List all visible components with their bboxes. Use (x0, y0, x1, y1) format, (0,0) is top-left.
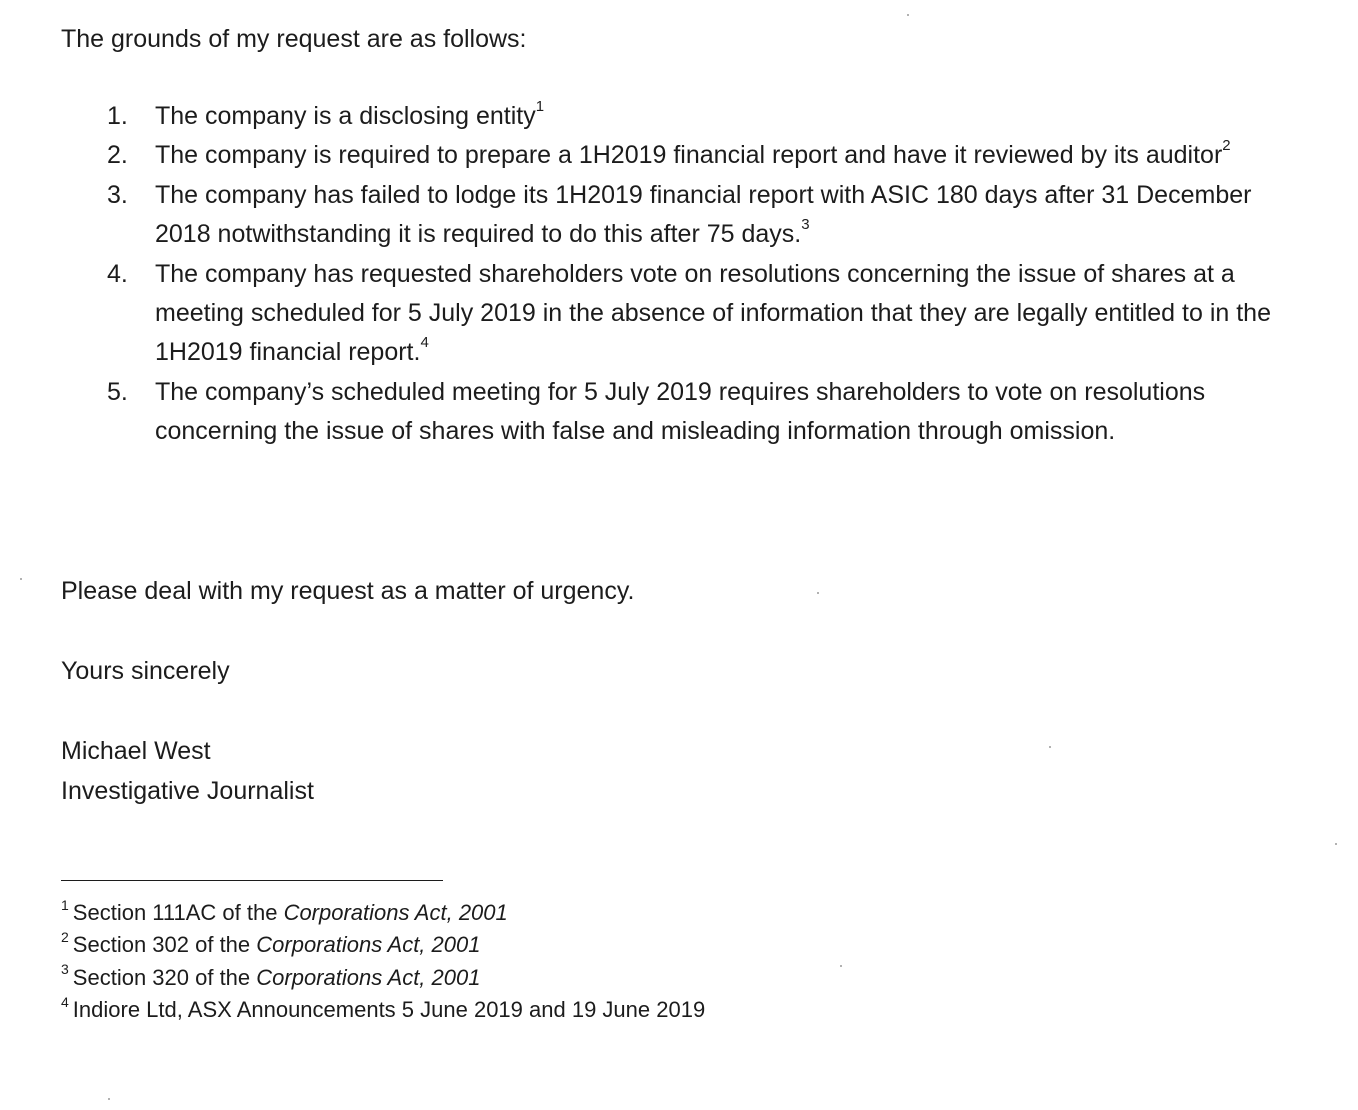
list-item (0, 136, 1275, 175)
scan-speck (108, 1098, 110, 1100)
footnote-text: Section 302 of the (72, 932, 257, 958)
footnote-act-title: Corporations Act, 2001 (283, 900, 508, 925)
footnote-text: Section 111AC of the (72, 900, 284, 925)
grounds-intro: The grounds of my request are as follows: (61, 25, 527, 53)
footnote-mark: 3 (61, 961, 69, 978)
list-item-text: The company has requested shareholders vote on resolutions concerning the issue of shares at a meeting scheduled for 5 July 2019 in the absence of information that they are legally entitled to in the 1H2019 financial report. (155, 259, 1271, 367)
scan-speck (20, 578, 22, 580)
list-item (0, 97, 1275, 136)
footnotes-list (61, 897, 705, 1027)
urgency-paragraph: Please deal with my request as a matter of urgency. (61, 577, 635, 605)
scan-speck (1049, 746, 1051, 748)
list-item-text: The company is required to prepare a 1H2019 financial report and have it reviewed by its auditor (155, 141, 1223, 170)
scan-speck (1335, 843, 1337, 845)
closing-salutation: Yours sincerely (61, 657, 230, 685)
footnote-text: Section 320 of the (72, 964, 257, 990)
footnote-divider (61, 880, 443, 881)
grounds-list (0, 97, 1358, 452)
footnote (61, 929, 705, 961)
list-item (0, 373, 1275, 452)
scan-speck (817, 592, 819, 594)
footnote-reference: 1 (535, 97, 545, 115)
footnote-reference: 3 (801, 215, 810, 233)
footnote-act-title: Corporations Act, 2001 (256, 964, 481, 990)
footnote (61, 994, 705, 1026)
list-item-number: 3. (107, 180, 128, 209)
scan-speck (907, 14, 909, 16)
list-item (0, 176, 1275, 255)
list-item-number: 2. (107, 141, 128, 170)
list-item-text: The company’s scheduled meeting for 5 July 2019 requires shareholders to vote on resolutions concerning the issue of shares with false and misleading information through omission. (155, 377, 1206, 446)
list-item-number: 4. (107, 259, 128, 288)
footnote-reference: 4 (420, 334, 429, 352)
signatory-name: Michael West (61, 737, 211, 765)
footnote-reference: 2 (1222, 137, 1231, 155)
footnote-act-title: Corporations Act, 2001 (256, 932, 481, 958)
list-item (0, 255, 1275, 373)
footnote-mark: 4 (61, 993, 69, 1010)
footnote (61, 897, 705, 929)
footnote-text: Indiore Ltd, ASX Announcements 5 June 2019 and 19 June 2019 (72, 997, 706, 1023)
list-item-text: The company is a disclosing entity (155, 102, 536, 130)
list-item-number: 5. (107, 377, 128, 406)
footnote (61, 962, 705, 994)
footnote-mark: 1 (61, 896, 69, 913)
list-item-number: 1. (107, 102, 128, 130)
scan-speck (840, 965, 842, 967)
list-item-text: The company has failed to lodge its 1H2019 financial report with ASIC 180 days after 31 December 2018 notwithstanding it is required to do this after 75 days. (155, 180, 1252, 249)
footnote-mark: 2 (61, 929, 69, 946)
signatory-title: Investigative Journalist (61, 777, 314, 805)
